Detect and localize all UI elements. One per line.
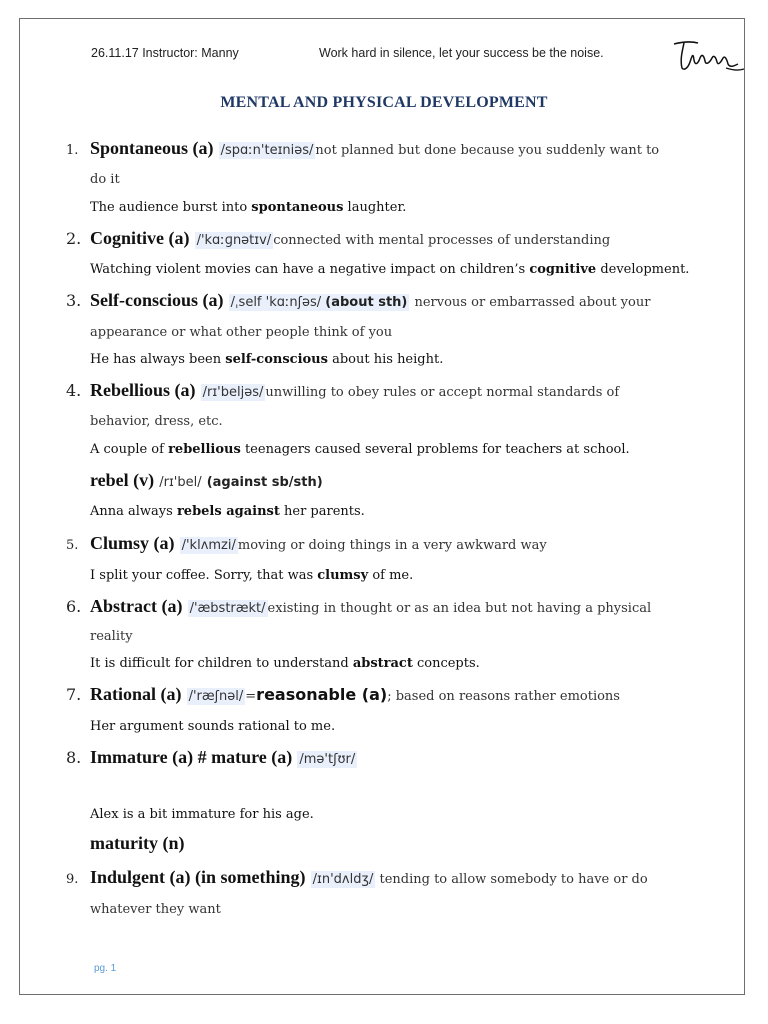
entry-term: Abstract (a) xyxy=(90,596,183,616)
entry-example: Alex is a bit immature for his age. xyxy=(90,807,314,822)
entry-example: It is difficult for children to understand abstract concepts. xyxy=(90,656,480,671)
entry-ipa: /'ræʃnəl/ xyxy=(188,689,244,704)
entry-number: 6. xyxy=(66,597,82,616)
entry-term: Immature (a) # mature (a) xyxy=(90,747,293,767)
entry-term: Indulgent (a) (in something) xyxy=(90,867,306,887)
entry-definition-cont: reality xyxy=(90,629,133,644)
page-number: pg. 1 xyxy=(94,963,117,974)
entry-sub-ipa: /rɪ'bel/ xyxy=(159,475,202,490)
entry-number: 4. xyxy=(66,381,82,400)
entry-number: 5. xyxy=(66,538,79,553)
entry-synonym: reasonable (a) xyxy=(256,685,388,704)
entry-1-line xyxy=(90,138,659,159)
entry-definition: connected with mental processes of understanding xyxy=(273,233,611,248)
entry-example: He has always been self-conscious about his height. xyxy=(90,352,444,367)
entry-definition: unwilling to obey rules or accept normal standards of xyxy=(265,385,620,400)
entry-number: 3. xyxy=(66,291,82,310)
entry-definition: not planned but done because you suddenly want to xyxy=(315,143,660,158)
entry-term: Rational (a) xyxy=(90,684,182,704)
entry-4-line xyxy=(90,380,619,401)
entry-2-line xyxy=(90,228,610,249)
document-title: MENTAL AND PHYSICAL DEVELOPMENT xyxy=(220,94,548,111)
entry-sub-example: Anna always rebels against her parents. xyxy=(90,504,365,519)
entry-5-line xyxy=(90,533,547,554)
entry-3-line xyxy=(90,290,650,311)
entry-ipa: /ɪn'dʌldʒ/ xyxy=(312,872,374,887)
entry-sub-term-line xyxy=(90,833,184,854)
entry-ipa: /mə'tʃʊr/ xyxy=(299,752,356,767)
entry-number: 1. xyxy=(66,143,79,158)
entry-term: Clumsy (a) xyxy=(90,533,175,553)
entry-definition: nervous or embarrassed about your xyxy=(414,295,651,310)
entry-ipa: /'klʌmzi/ xyxy=(181,538,236,553)
entry-number: 7. xyxy=(66,685,82,704)
entry-ipa: /rɪ'beljəs/ xyxy=(202,385,264,400)
entry-definition: existing in thought or as an idea but not having a physical xyxy=(267,601,652,616)
entry-definition-cont: behavior, dress, etc. xyxy=(90,414,223,429)
entry-ipa: /'kɑːɡnətɪv/ xyxy=(196,233,272,248)
signature xyxy=(668,38,748,82)
entry-6-line xyxy=(90,596,651,617)
entry-example: A couple of rebellious teenagers caused several problems for teachers at school. xyxy=(90,442,630,457)
entry-term: Self-conscious (a) xyxy=(90,290,224,310)
entry-9-line xyxy=(90,867,648,888)
entry-equals: = xyxy=(245,689,257,704)
entry-example: Watching violent movies can have a negative impact on children’s cognitive development. xyxy=(90,262,690,277)
entry-number: 8. xyxy=(66,748,82,767)
entry-sub-term: rebel (v) xyxy=(90,470,155,490)
entry-8-line xyxy=(90,747,357,768)
entry-ipa: /'æbstrækt/ xyxy=(189,601,266,616)
header-motto: Work hard in silence, let your success be the noise. xyxy=(319,46,604,60)
entry-number: 2. xyxy=(66,229,82,248)
entry-term: Spontaneous (a) xyxy=(90,138,214,158)
entry-ipa: /spɑːn'teɪniəs/ xyxy=(220,143,314,158)
entry-example: I split your coffee. Sorry, that was clumsy of me. xyxy=(90,568,414,583)
entry-example: The audience burst into spontaneous laughter. xyxy=(90,200,407,215)
entry-definition: moving or doing things in a very awkward way xyxy=(237,538,547,553)
entry-definition: ; based on reasons rather emotions xyxy=(387,689,620,704)
entry-term: Rebellious (a) xyxy=(90,380,196,400)
entry-term: Cognitive (a) xyxy=(90,228,190,248)
entry-sub-term-line xyxy=(90,470,323,491)
entry-definition: tending to allow somebody to have or do xyxy=(375,872,648,887)
entry-definition-cont: appearance or what other people think of you xyxy=(90,325,393,340)
entry-definition-cont: whatever they want xyxy=(90,902,221,917)
entry-sub-term: maturity (n) xyxy=(90,833,185,853)
entry-sub-extra: (against sb/sth) xyxy=(206,475,323,490)
header-date-instructor: 26.11.17 Instructor: Manny xyxy=(91,46,239,60)
entry-definition-cont: do it xyxy=(90,172,120,187)
entry-7-line xyxy=(90,684,620,705)
entry-ipa: /ˌself 'kɑːnʃəs/ (about sth) xyxy=(230,295,408,310)
entry-example: Her argument sounds rational to me. xyxy=(90,719,336,734)
entry-number: 9. xyxy=(66,872,79,887)
